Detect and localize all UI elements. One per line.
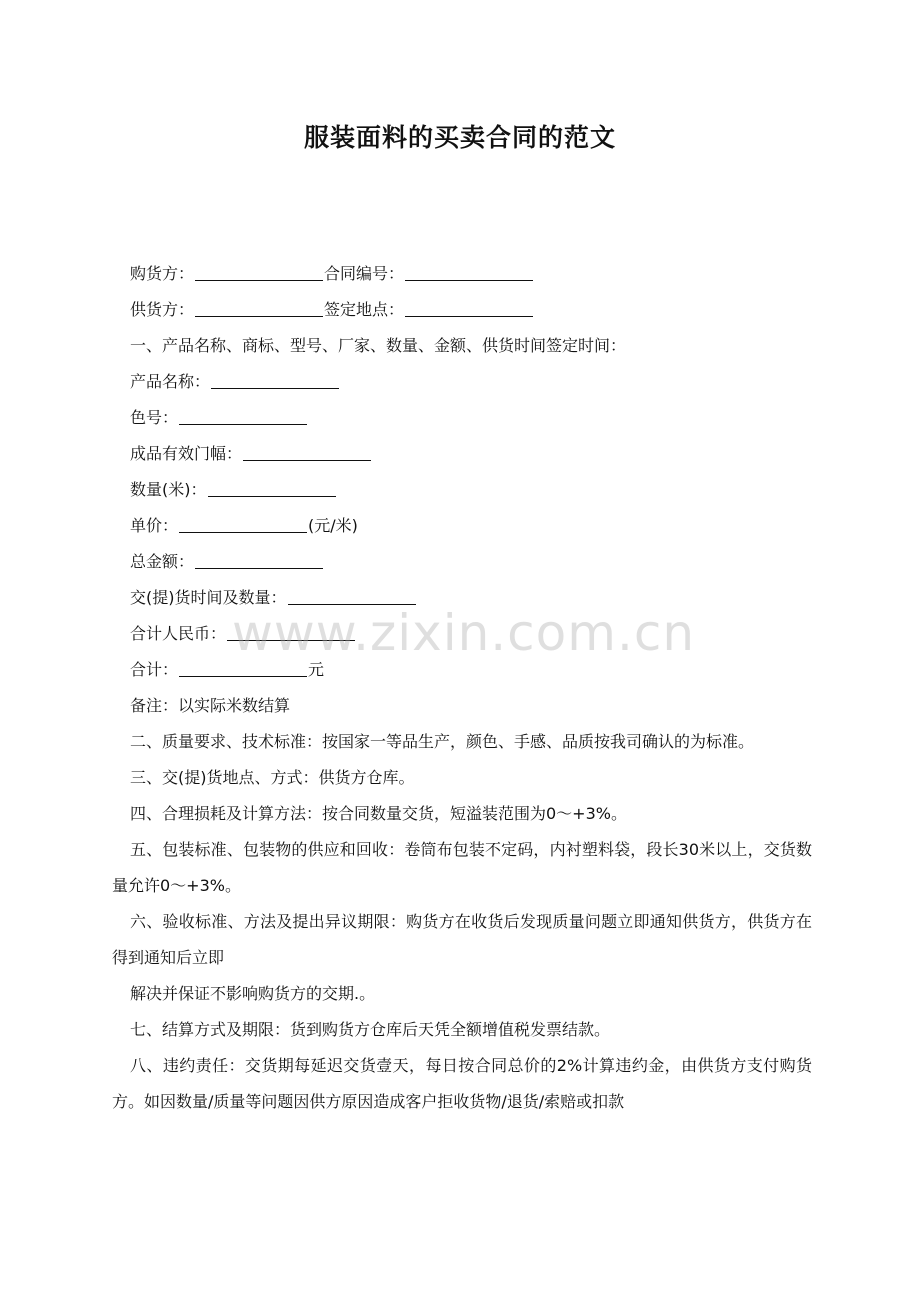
total-rmb-blank[interactable] [227,622,355,641]
color-no-label: 色号： [130,408,179,427]
supplier-line [112,292,812,328]
quantity-blank[interactable] [208,478,336,497]
buyer-label: 购货方： [130,264,195,283]
clause-2: 二、质量要求、技术标准：按国家一等品生产，颜色、手感、品质按我司确认的为标准。 [130,732,755,751]
unit-price-suffix: (元/米) [308,516,358,535]
sign-place-blank[interactable] [405,298,533,317]
watermark: www.zixin.com.cn [232,604,696,662]
quantity-line [112,472,812,508]
unit-price-label: 单价： [130,516,179,535]
buyer-blank[interactable] [195,262,323,281]
total-amount-blank[interactable] [195,550,323,569]
supplier-label: 供货方： [130,300,195,319]
supplier-blank[interactable] [195,298,323,317]
contract-body [112,256,812,1120]
color-no-line [112,400,812,436]
total-line [112,652,812,688]
clause-6-continued: 解决并保证不影响购货方的交期.。 [130,984,376,1003]
sign-place-label: 签定地点： [324,300,405,319]
contract-no-label: 合同编号： [324,264,405,283]
product-name-line [112,364,812,400]
remark-line: 备注：以实际米数结算 [130,696,291,715]
unit-price-blank[interactable] [179,514,307,533]
total-rmb-label: 合计人民币： [130,624,227,643]
clause-3: 三、交(提)货地点、方式：供货方仓库。 [130,768,415,787]
contract-no-blank[interactable] [405,262,533,281]
total-rmb-line [112,616,812,652]
clause-6: 六、验收标准、方法及提出异议期限：购货方在收货后发现质量问题立即通知供货方，供货方在得到通知后立即 [112,912,812,967]
buyer-line [112,256,812,292]
clause-5: 五、包装标准、包装物的供应和回收：卷筒布包装不定码，内衬塑料袋，段长30米以上，交货数量允许0～+3%。 [112,840,812,895]
clause-4: 四、合理损耗及计算方法：按合同数量交货，短溢装范围为0～+3%。 [130,804,627,823]
clause-8: 八、违约责任：交货期每延迟交货壹天，每日按合同总价的2%计算违约金，由供货方支付购货方。如因数量/质量等问题因供方原因造成客户拒收货物/退货/索赔或扣款 [112,1056,812,1111]
total-amount-line [112,544,812,580]
total-label: 合计： [130,660,179,679]
unit-price-line [112,508,812,544]
width-blank[interactable] [243,442,371,461]
total-blank[interactable] [179,658,307,677]
document-title: 服装面料的买卖合同的范文 [303,123,616,152]
width-line [112,436,812,472]
width-label: 成品有效门幅： [130,444,243,463]
quantity-label: 数量(米)： [130,480,207,499]
section1-heading: 一、产品名称、商标、型号、厂家、数量、金额、供货时间签定时间： [130,336,627,355]
total-suffix: 元 [308,660,325,679]
delivery-time-line [112,580,812,616]
product-name-blank[interactable] [211,370,339,389]
delivery-time-label: 交(提)货时间及数量： [130,588,287,607]
delivery-time-blank[interactable] [288,586,416,605]
clause-7: 七、结算方式及期限：货到购货方仓库后天凭全额增值税发票结款。 [130,1020,611,1039]
color-no-blank[interactable] [179,406,307,425]
product-name-label: 产品名称： [130,372,211,391]
total-amount-label: 总金额： [130,552,195,571]
